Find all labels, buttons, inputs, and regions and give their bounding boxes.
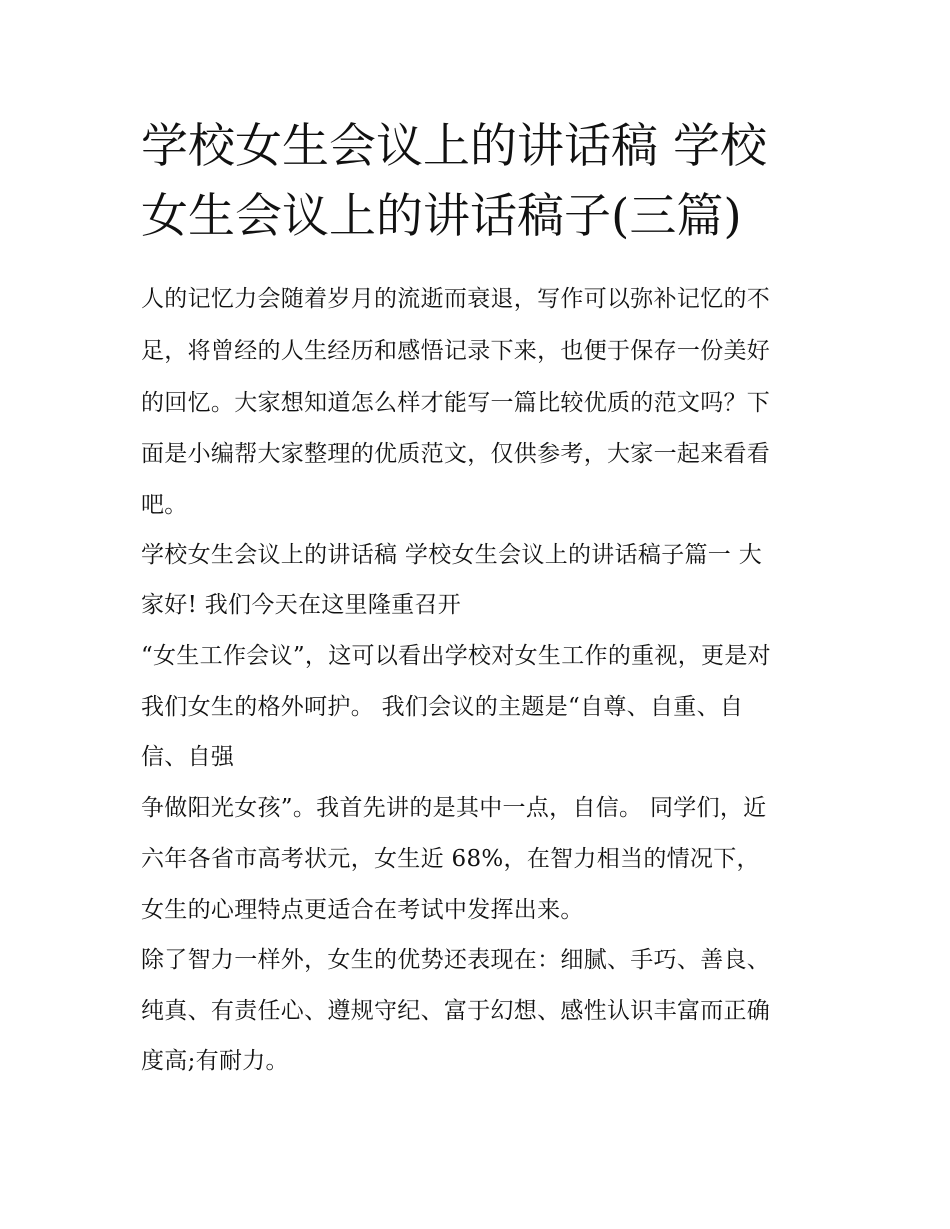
body-line: 信、自强 <box>141 744 235 770</box>
body-line: 除了智力一样外，女生的优势还表现在：细腻、手巧、善良、 <box>141 947 771 973</box>
body-line: 六年各省市高考状元，女生近 68%，在智力相当的情况下， <box>141 846 760 872</box>
body-line: 女生的心理特点更适合在考试中发挥出来。 <box>141 897 584 923</box>
body-line: 争做阳光女孩”。我首先讲的是其中一点，自信。 同学们，近 <box>141 795 767 821</box>
body-line: 足，将曾经的人生经历和感悟记录下来，也便于保存一份美好 <box>141 338 771 364</box>
body-line: 面是小编帮大家整理的优质范文，仅供参考，大家一起来看看 <box>141 441 771 467</box>
body-line: “女生工作会议”，这可以看出学校对女生工作的重视，更是对 <box>141 643 771 669</box>
body-line: 的回忆。大家想知道怎么样才能写一篇比较优质的范文吗？下 <box>141 390 771 416</box>
body-line: 度高;有耐力。 <box>141 1048 289 1074</box>
body-line: 学校女生会议上的讲话稿 学校女生会议上的讲话稿子篇一 大 <box>141 542 763 568</box>
document-title <box>141 112 821 252</box>
title-line: 女生会议上的讲话稿子(三篇) <box>141 189 742 244</box>
title-line: 学校女生会议上的讲话稿 学校 <box>141 119 767 174</box>
body-line: 我们女生的格外呵护。 我们会议的主题是“自尊、自重、自 <box>141 694 744 720</box>
body-line: 吧。 <box>141 492 188 518</box>
body-line: 纯真、有责任心、遵规守纪、富于幻想、感性认识丰富而正确 <box>141 998 771 1024</box>
body-line: 家好! 我们今天在这里隆重召开 <box>141 592 462 618</box>
body-line: 人的记忆力会随着岁月的流逝而衰退，写作可以弥补记忆的不 <box>141 286 771 312</box>
